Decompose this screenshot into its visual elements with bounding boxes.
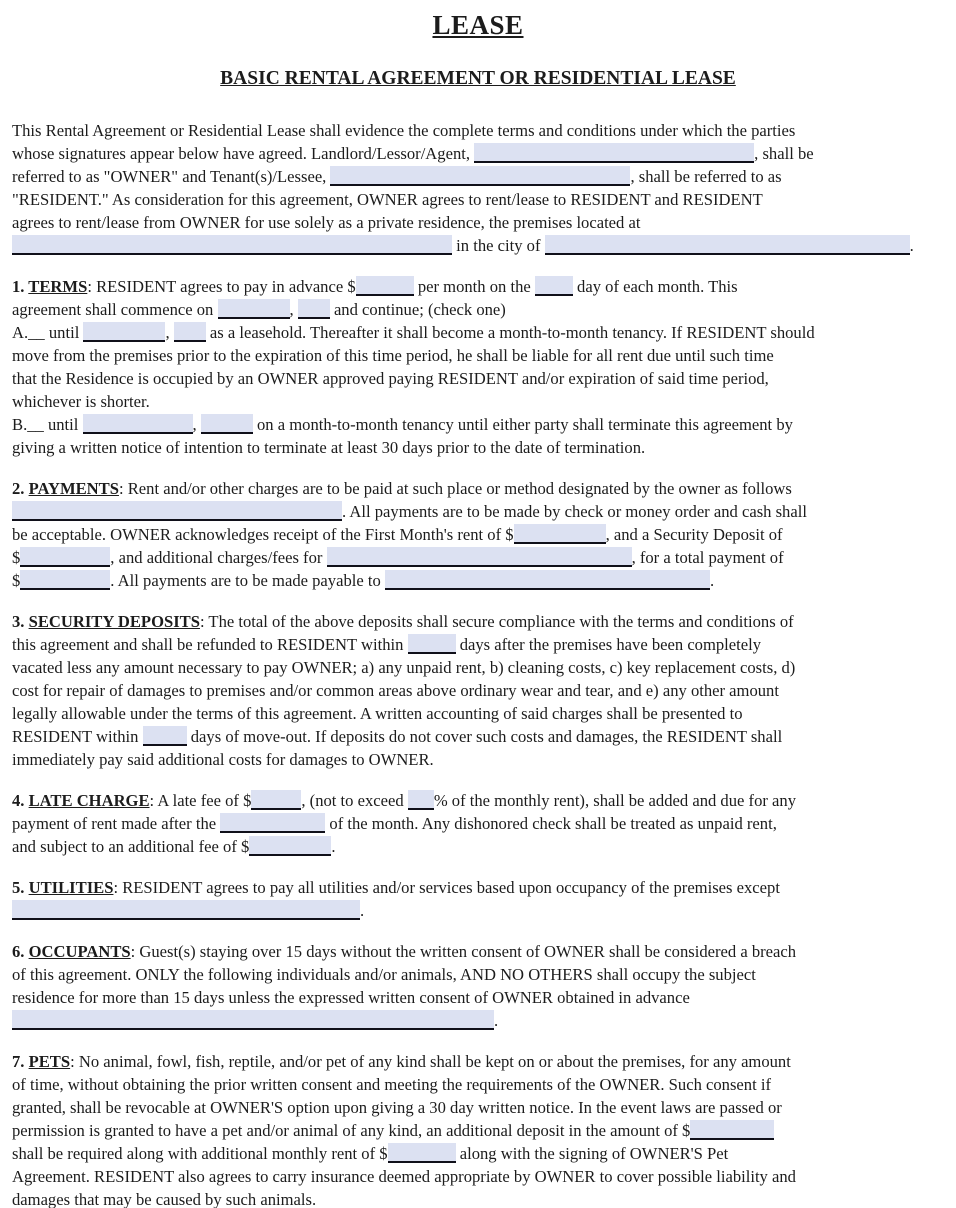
section-number: 4. — [12, 791, 29, 810]
text-line — [12, 1073, 944, 1096]
section-number: 2. — [12, 479, 29, 498]
text-line — [12, 344, 944, 367]
text-run: Agreement. RESIDENT also agrees to carry insurance deemed appropriate by OWNER to cover possible liability and — [12, 1167, 796, 1186]
section-utilities — [12, 876, 944, 922]
first-month-rent-field[interactable] — [514, 524, 606, 544]
text-run: , and a Security Deposit of — [605, 525, 783, 544]
text-line — [12, 234, 944, 257]
text-run: agrees to rent/lease from OWNER for use solely as a private residence, the premises located at — [12, 213, 641, 232]
text-run: , shall be — [754, 144, 814, 163]
text-line — [12, 321, 944, 344]
text-run: , and additional charges/fees for — [110, 548, 327, 567]
text-line — [12, 940, 944, 963]
section-occupants — [12, 940, 944, 1032]
text-line — [12, 633, 944, 656]
section-number: 5. — [12, 878, 29, 897]
text-run: . — [494, 1011, 499, 1030]
text-run: immediately pay said additional costs for damages to OWNER. — [12, 750, 434, 769]
text-line — [12, 1142, 944, 1165]
text-line — [12, 986, 944, 1009]
section-late-charge — [12, 789, 944, 858]
text-run: per month on the — [413, 277, 535, 296]
text-run: This Rental Agreement or Residential Lease shall evidence the complete terms and conditions under which the parties — [12, 121, 796, 140]
text-run: . — [331, 837, 336, 856]
text-run: days of move-out. If deposits do not cover such costs and damages, the RESIDENT shall — [186, 727, 783, 746]
security-deposit-field[interactable] — [20, 547, 110, 567]
pets-heading: PETS — [28, 1052, 71, 1071]
section-payments — [12, 477, 944, 592]
document-subtitle: BASIC RENTAL AGREEMENT OR RESIDENTIAL LEASE — [220, 68, 736, 89]
text-run: move from the premises prior to the expiration of this time period, he shall be liable for all rent due until such time — [12, 346, 774, 365]
intro-paragraph — [12, 119, 944, 257]
text-line — [12, 523, 944, 546]
section-security-deposits — [12, 610, 944, 771]
utilities-heading: UTILITIES — [28, 878, 114, 897]
text-line — [12, 812, 944, 835]
text-line — [12, 656, 944, 679]
accounting-days-field[interactable] — [143, 726, 187, 746]
text-run: : RESIDENT agrees to pay all utilities and/or services based upon occupancy of the premises except — [113, 878, 780, 897]
late-fee-field[interactable] — [251, 790, 301, 810]
text-run: A.__ until — [12, 323, 84, 342]
occupants-list-field[interactable] — [12, 1010, 494, 1030]
additional-charges-field[interactable] — [327, 547, 632, 567]
pet-monthly-rent-field[interactable] — [388, 1143, 456, 1163]
text-run: that the Residence is occupied by an OWNER approved paying RESIDENT and/or expiration of said time period, — [12, 369, 769, 388]
landlord-name-field[interactable] — [474, 143, 754, 163]
text-line — [12, 835, 944, 858]
text-run: damages that may be caused by such animals. — [12, 1190, 317, 1208]
text-run: % of the monthly rent), shall be added and due for any — [433, 791, 796, 810]
city-field[interactable] — [545, 235, 910, 255]
refund-days-field[interactable] — [408, 634, 456, 654]
text-run: referred to as "OWNER" and Tenant(s)/Lessee, — [12, 167, 331, 186]
text-run: , shall be referred to as — [630, 167, 782, 186]
text-line — [12, 876, 944, 899]
tenant-name-field[interactable] — [330, 166, 630, 186]
document-title: LEASE — [432, 10, 524, 40]
text-run: : Guest(s) staying over 15 days without the written consent of OWNER shall be considered a breach — [130, 942, 797, 961]
text-run: legally allowable under the terms of this agreement. A written accounting of said charges shall be presented to — [12, 704, 743, 723]
text-line — [12, 963, 944, 986]
text-line — [12, 390, 944, 413]
premises-address-field[interactable] — [12, 235, 452, 255]
text-line — [12, 188, 944, 211]
text-run: , — [289, 300, 298, 319]
text-run: , for a total payment of — [631, 548, 784, 567]
text-run: . All payments are to be made by check or money order and cash shall — [342, 502, 807, 521]
leasehold-until-date-field[interactable] — [83, 322, 165, 342]
payments-heading: PAYMENTS — [28, 479, 119, 498]
section-number: 7. — [12, 1052, 29, 1071]
monthly-rent-field[interactable] — [356, 276, 414, 296]
text-run: day of each month. This — [572, 277, 738, 296]
text-line — [12, 1096, 944, 1119]
text-run: giving a written notice of intention to terminate at least 30 days prior to the date of termination. — [12, 438, 646, 457]
text-line — [12, 679, 944, 702]
payment-method-field[interactable] — [12, 501, 342, 521]
text-line — [12, 367, 944, 390]
text-run: $ — [12, 571, 21, 590]
text-line — [12, 436, 944, 459]
text-line — [12, 1165, 944, 1188]
text-run: RESIDENT within — [12, 727, 143, 746]
dishonored-check-fee-field[interactable] — [249, 836, 331, 856]
text-run: cost for repair of damages to premises and/or common areas above ordinary wear and tear, and e) any other amount — [12, 681, 779, 700]
section-number: 3. — [12, 612, 29, 631]
text-run: permission is granted to have a pet and/or animal of any kind, an additional deposit in the amount of $ — [12, 1121, 691, 1140]
text-line — [12, 899, 944, 922]
text-run: be acceptable. OWNER acknowledges receipt of the First Month's rent of $ — [12, 525, 514, 544]
text-run: , — [165, 323, 174, 342]
commencement-date-field[interactable] — [218, 299, 290, 319]
security-deposits-heading: SECURITY DEPOSITS — [28, 612, 200, 631]
text-run: whose signatures appear below have agreed. Landlord/Lessor/Agent, — [12, 144, 475, 163]
text-run: in the city of — [452, 236, 545, 255]
text-run: $ — [12, 548, 21, 567]
text-run: of this agreement. ONLY the following individuals and/or animals, AND NO OTHERS shall occupy the subject — [12, 965, 756, 984]
commencement-year-field[interactable] — [298, 299, 330, 319]
late-after-day-field[interactable] — [220, 813, 325, 833]
text-run: along with the signing of OWNER'S Pet — [455, 1144, 729, 1163]
terms-heading: TERMS — [28, 277, 88, 296]
text-line — [12, 165, 944, 188]
text-run: , — [192, 415, 201, 434]
text-line — [12, 275, 944, 298]
leasehold-until-year-field[interactable] — [174, 322, 206, 342]
text-run: . — [709, 571, 715, 590]
text-run: B.__ until — [12, 415, 83, 434]
text-line — [12, 569, 944, 592]
text-run: . — [360, 901, 365, 920]
text-run: : Rent and/or other charges are to be paid at such place or method designated by the owner as follows — [118, 479, 792, 498]
text-run: payment of rent made after the — [12, 814, 221, 833]
text-line — [12, 1009, 944, 1032]
text-run: . — [909, 236, 914, 255]
text-line — [12, 610, 944, 633]
month-to-month-until-year-field[interactable] — [201, 414, 253, 434]
text-run: vacated less any amount necessary to pay OWNER; a) any unpaid rent, b) cleaning costs, c) key replacement costs, d) — [12, 658, 796, 677]
text-line — [12, 1050, 944, 1073]
text-line — [12, 119, 944, 142]
text-line — [12, 142, 944, 165]
text-line — [12, 748, 944, 771]
total-payment-field[interactable] — [20, 570, 110, 590]
text-line — [12, 702, 944, 725]
text-run: on a month-to-month tenancy until either party shall terminate this agreement by — [252, 415, 793, 434]
text-line — [12, 500, 944, 523]
text-run: of time, without obtaining the prior written consent and meeting the requirements of the OWNER. Such consent if — [12, 1075, 771, 1094]
section-number: 1. — [12, 277, 29, 296]
text-run: shall be required along with additional monthly rent of $ — [12, 1144, 388, 1163]
text-run: and continue; (check one) — [329, 300, 506, 319]
text-run: : RESIDENT agrees to pay in advance $ — [87, 277, 356, 296]
text-run: and subject to an additional fee of $ — [12, 837, 250, 856]
text-run: . All payments are to be made payable to — [110, 571, 385, 590]
text-run: as a leasehold. Thereafter it shall become a month-to-month tenancy. If RESIDENT should — [205, 323, 815, 342]
late-charge-heading: LATE CHARGE — [28, 791, 150, 810]
text-line — [12, 546, 944, 569]
text-run: residence for more than 15 days unless the expressed written consent of OWNER obtained in advance — [12, 988, 690, 1007]
text-run: this agreement and shall be refunded to RESIDENT within — [12, 635, 408, 654]
section-number: 6. — [12, 942, 29, 961]
text-line — [12, 298, 944, 321]
text-line — [12, 1119, 944, 1142]
payable-to-field[interactable] — [385, 570, 710, 590]
late-percent-field[interactable] — [408, 790, 434, 810]
text-line — [12, 211, 944, 234]
utilities-exception-field[interactable] — [12, 900, 360, 920]
text-line — [12, 413, 944, 436]
text-run: : No animal, fowl, fish, reptile, and/or pet of any kind shall be kept on or about the premises, for any amount — [70, 1052, 791, 1071]
section-terms — [12, 275, 944, 459]
text-line — [12, 1188, 944, 1208]
rent-due-day-field[interactable] — [535, 276, 573, 296]
text-run: : A late fee of $ — [149, 791, 252, 810]
text-run: whichever is shorter. — [12, 392, 150, 411]
document-body — [12, 119, 944, 1208]
text-run: agreement shall commence on — [12, 300, 218, 319]
text-run: , (not to exceed — [301, 791, 408, 810]
text-line — [12, 477, 944, 500]
text-line — [12, 725, 944, 748]
text-run: : The total of the above deposits shall secure compliance with the terms and conditions of — [199, 612, 794, 631]
text-run: days after the premises have been completely — [455, 635, 762, 654]
text-run: "RESIDENT." As consideration for this agreement, OWNER agrees to rent/lease to RESIDENT and RESIDENT — [12, 190, 763, 209]
text-run: of the month. Any dishonored check shall be treated as unpaid rent, — [325, 814, 777, 833]
month-to-month-until-date-field[interactable] — [83, 414, 193, 434]
pet-deposit-field[interactable] — [690, 1120, 774, 1140]
occupants-heading: OCCUPANTS — [28, 942, 131, 961]
section-pets — [12, 1050, 944, 1208]
text-run: granted, shall be revocable at OWNER'S option upon giving a 30 day written notice. In the event laws are passed or — [12, 1098, 782, 1117]
text-line — [12, 789, 944, 812]
